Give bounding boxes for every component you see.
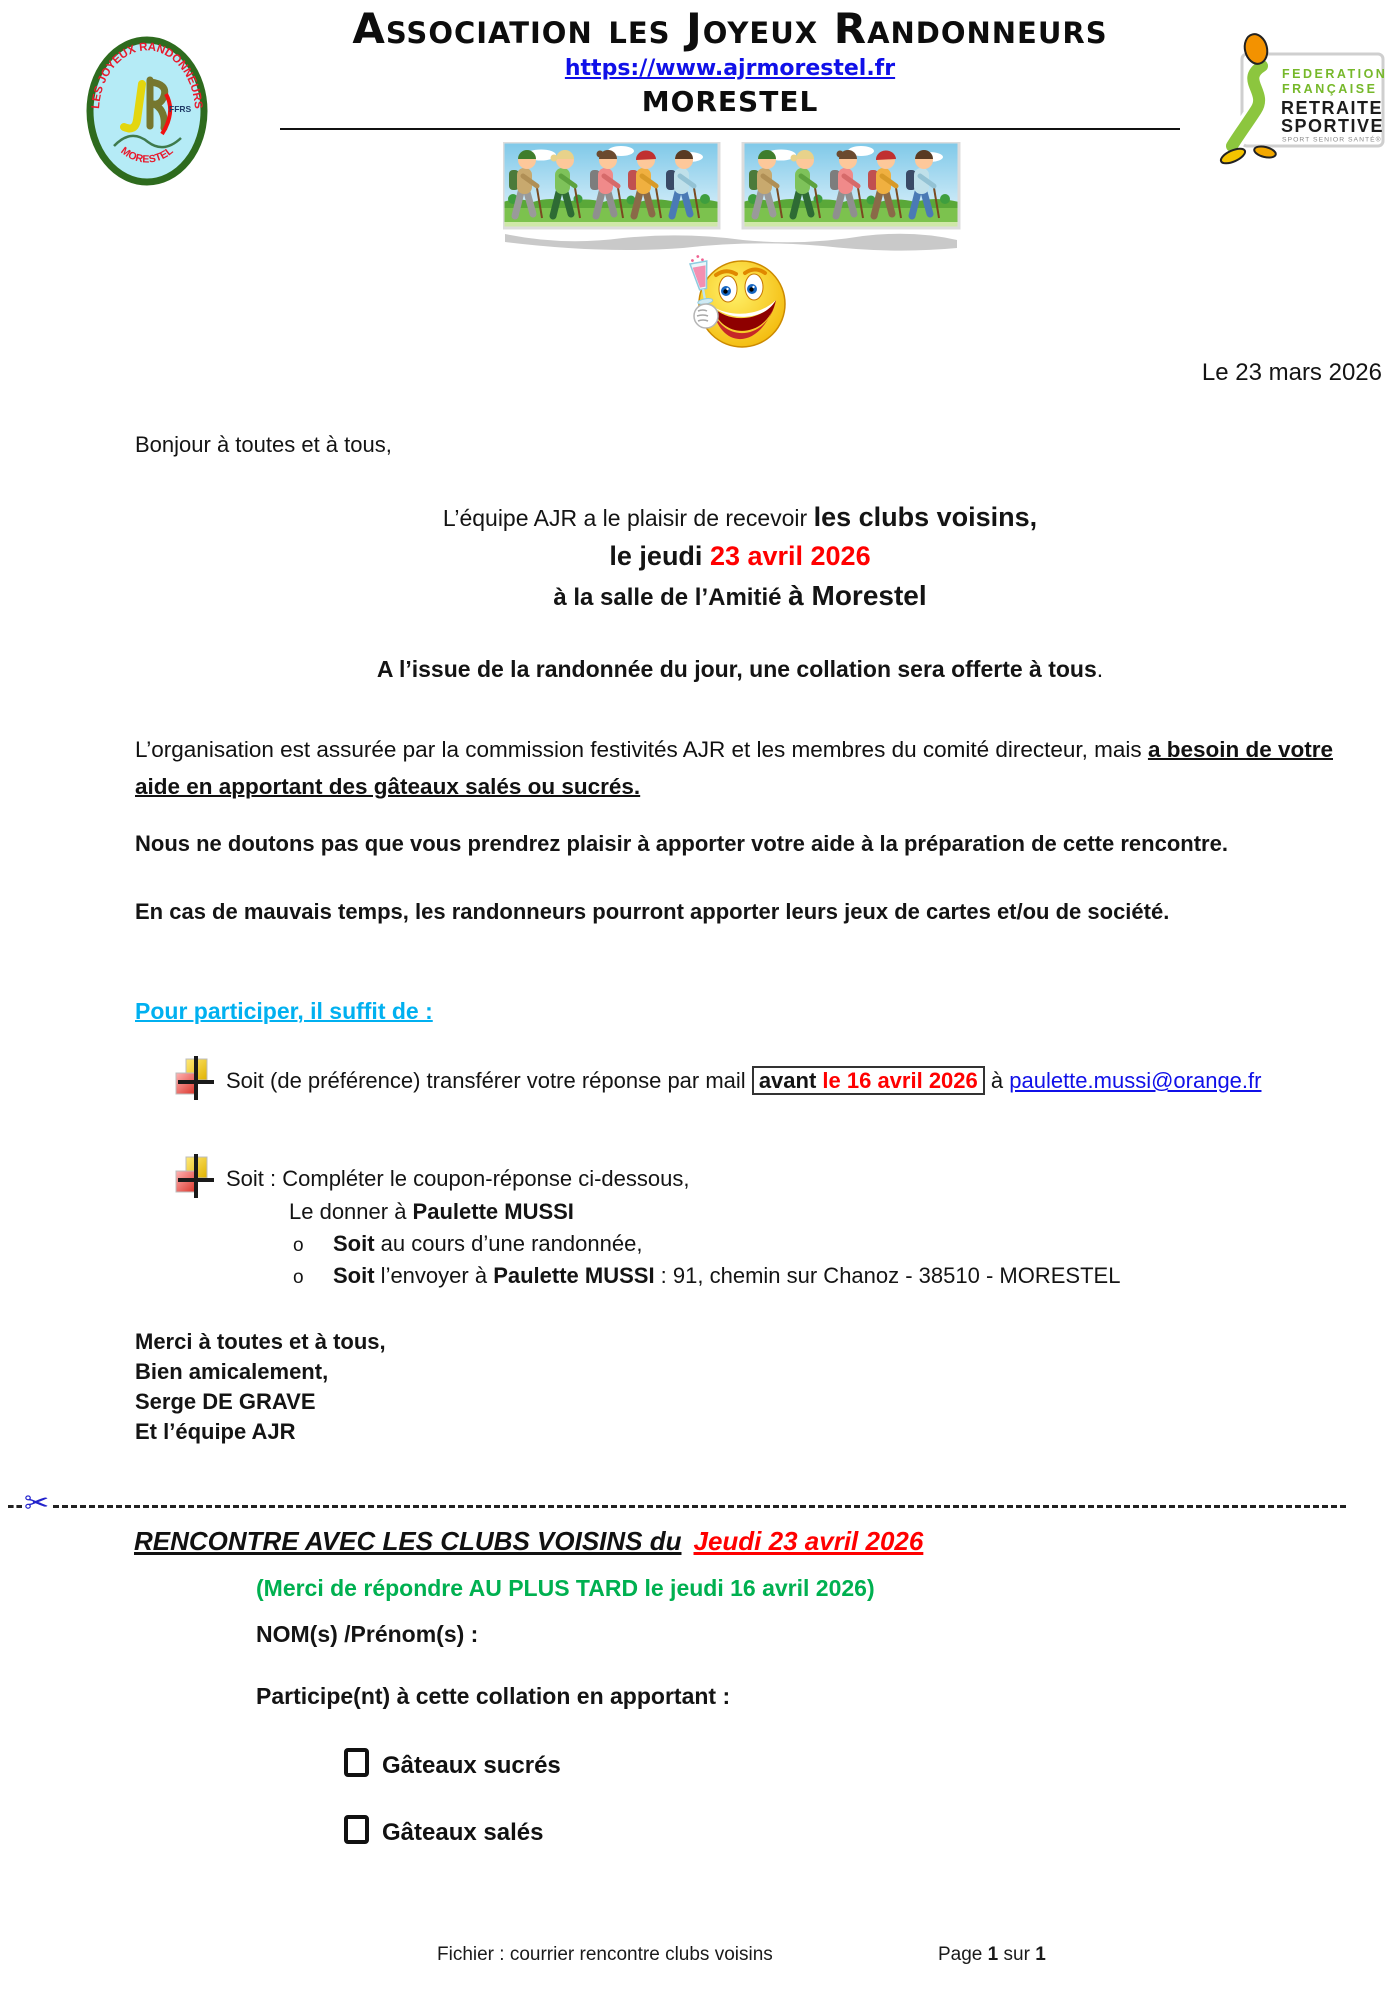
mail-option-a: à [984, 1068, 1010, 1093]
email-link[interactable]: paulette.mussi@orange.fr [1009, 1068, 1262, 1093]
deadline-avant: avant [758, 1068, 823, 1093]
sub-option-hike-text: au cours d’une randonnée, [374, 1231, 643, 1256]
sub-option-send [293, 1261, 1120, 1293]
hikers-pictures [503, 142, 961, 254]
invite-place: à la salle de l’Amitié [553, 584, 789, 611]
bullet-coupon-option: Soit : Compléter le coupon-réponse ci-dessous, [226, 1166, 690, 1191]
give-to-name: Paulette MUSSI [412, 1199, 574, 1224]
organisation-text: L’organisation est assurée par la commission festivités AJR et les membres du comité directeur, mais [135, 737, 1148, 762]
smiley-champagne-image [676, 252, 788, 356]
organisation-paragraph [135, 731, 1350, 805]
ajr-club-logo-graphic [86, 36, 208, 186]
footer-page-total: 1 [1035, 1944, 1046, 1965]
checkbox-gateaux-sucres[interactable] [344, 1748, 561, 1780]
deadline-date: le 16 avril 2026 [822, 1068, 978, 1093]
closing-block [135, 1327, 386, 1447]
checkbox-gateaux-sales[interactable] [344, 1815, 543, 1847]
reply-deadline-note: (Merci de répondre AU PLUS TARD le jeudi 16 avril 2026) [256, 1575, 875, 1601]
hikers-pictures-graphic [503, 142, 961, 254]
footer-page-number [938, 1944, 1046, 1966]
invite-place-city: à Morestel [788, 580, 927, 611]
page-title: Association les Joyeux Randonneurs [352, 4, 1108, 53]
participate-heading: Pour participer, il suffit de : [135, 998, 433, 1024]
give-to-line [289, 1197, 574, 1227]
cut-dash [8, 1505, 22, 1508]
ffrs-text-federation: FEDERATION [1282, 67, 1386, 81]
invite-line-1-normal: L’équipe AJR a le plaisir de recevoir [442, 505, 814, 531]
sub-option-send-name: Paulette MUSSI [493, 1263, 655, 1288]
invite-line-4 [135, 654, 1345, 685]
dashed-rule [53, 1505, 1346, 1508]
scissors-icon: ✂ [24, 1487, 50, 1520]
bad-weather-paragraph: En cas de mauvais temps, les randonneurs pourront apporter leurs jeux de cartes et/ou de société. [135, 899, 1170, 924]
invite-line-2 [135, 541, 1345, 573]
collation-sentence: A l’issue de la randonnée du jour, une collation sera offerte à tous [376, 656, 1097, 682]
sub-option-hike [293, 1229, 642, 1261]
collation-period: . [1096, 656, 1104, 682]
footer-page-word: Page [938, 1944, 988, 1965]
help-needed-text: a besoin de votre aide en apportant des gâteaux salés ou sucrés. [135, 737, 1333, 799]
pleasure-paragraph: Nous ne doutons pas que vous prendrez plaisir à apporter votre aide à la préparation de cette rencontre. [135, 831, 1228, 856]
ffrs-text-francaise: FRANÇAISE [1282, 82, 1378, 96]
give-to-text: Le donner à [289, 1199, 413, 1224]
invite-date-prefix: le jeudi [609, 541, 710, 571]
sub-option-hike-bold: Soit [333, 1231, 375, 1256]
sub-option-send-text: l’envoyer à [374, 1263, 494, 1288]
closing-line-team: Et l’équipe AJR [135, 1419, 296, 1444]
invite-line-3 [135, 581, 1345, 613]
closing-line-regards: Bien amicalement, [135, 1359, 329, 1384]
document-header [280, 4, 1180, 130]
header-city: MORESTEL [641, 85, 819, 118]
checkbox-label-sales: Gâteaux salés [382, 1819, 544, 1846]
closing-line-signature: Serge DE GRAVE [135, 1389, 316, 1414]
ffrs-federation-logo-graphic [1202, 26, 1386, 172]
empty-checkbox-icon-2[interactable] [344, 1815, 369, 1844]
sub-option-send-bold: Soit [333, 1263, 375, 1288]
coupon-title [134, 1526, 923, 1557]
smiley-champagne-graphic [676, 252, 788, 356]
footer-page-sur: sur [998, 1944, 1036, 1965]
sub-option-send-address: : 91, chemin sur Chanoz - 38510 - MORESTEL [654, 1263, 1121, 1288]
coupon-title-black: RENCONTRE AVEC LES CLUBS VOISINS du [134, 1526, 682, 1556]
footer-file-name: Fichier : courrier rencontre clubs voisins [437, 1944, 773, 1965]
ajr-logo-city-text: MORESTEL [118, 144, 176, 166]
invite-date-red: 23 avril 2026 [709, 541, 871, 571]
ffrs-text-retraite: RETRAITE [1281, 98, 1383, 118]
empty-checkbox-icon[interactable] [344, 1748, 369, 1777]
ajr-club-logo [86, 36, 208, 186]
circle-bullet-icon: o [293, 1235, 304, 1256]
ffrs-text-sportive: SPORTIVE [1281, 116, 1385, 136]
greeting-line: Bonjour à toutes et à tous, [135, 432, 392, 457]
plus-bullet-icon-2 [170, 1154, 216, 1198]
invite-line-1 [135, 502, 1345, 534]
cut-here-line [8, 1487, 1346, 1520]
circle-bullet-icon-2: o [293, 1267, 304, 1288]
letter-date: Le 23 mars 2026 [1201, 359, 1382, 386]
mail-option-text: Soit (de préférence) transférer votre réponse par mail [226, 1068, 752, 1093]
ajr-logo-ffrs-text: FFRS [169, 104, 192, 114]
ajr-logo-arc-text: LES JOYEUX RANDONNEURS [90, 41, 204, 110]
ffrs-federation-logo [1202, 26, 1386, 172]
closing-line-thanks: Merci à toutes et à tous, [135, 1329, 386, 1354]
footer-page-current: 1 [987, 1944, 999, 1965]
plus-bullet-icon [170, 1056, 216, 1100]
name-field-label: NOM(s) /Prénom(s) : [256, 1621, 479, 1647]
coupon-title-red: Jeudi 23 avril 2026 [693, 1526, 924, 1556]
participation-label: Participe(nt) à cette collation en apportant : [256, 1683, 731, 1709]
checkbox-label-sucres: Gâteaux sucrés [382, 1752, 561, 1779]
ffrs-text-tagline: SPORT SENIOR SANTÉ® [1282, 136, 1382, 144]
invite-line-1-bold: les clubs voisins, [813, 502, 1038, 532]
website-link[interactable]: https://www.ajrmorestel.fr [564, 56, 896, 81]
bullet-mail-option [226, 1066, 1261, 1096]
